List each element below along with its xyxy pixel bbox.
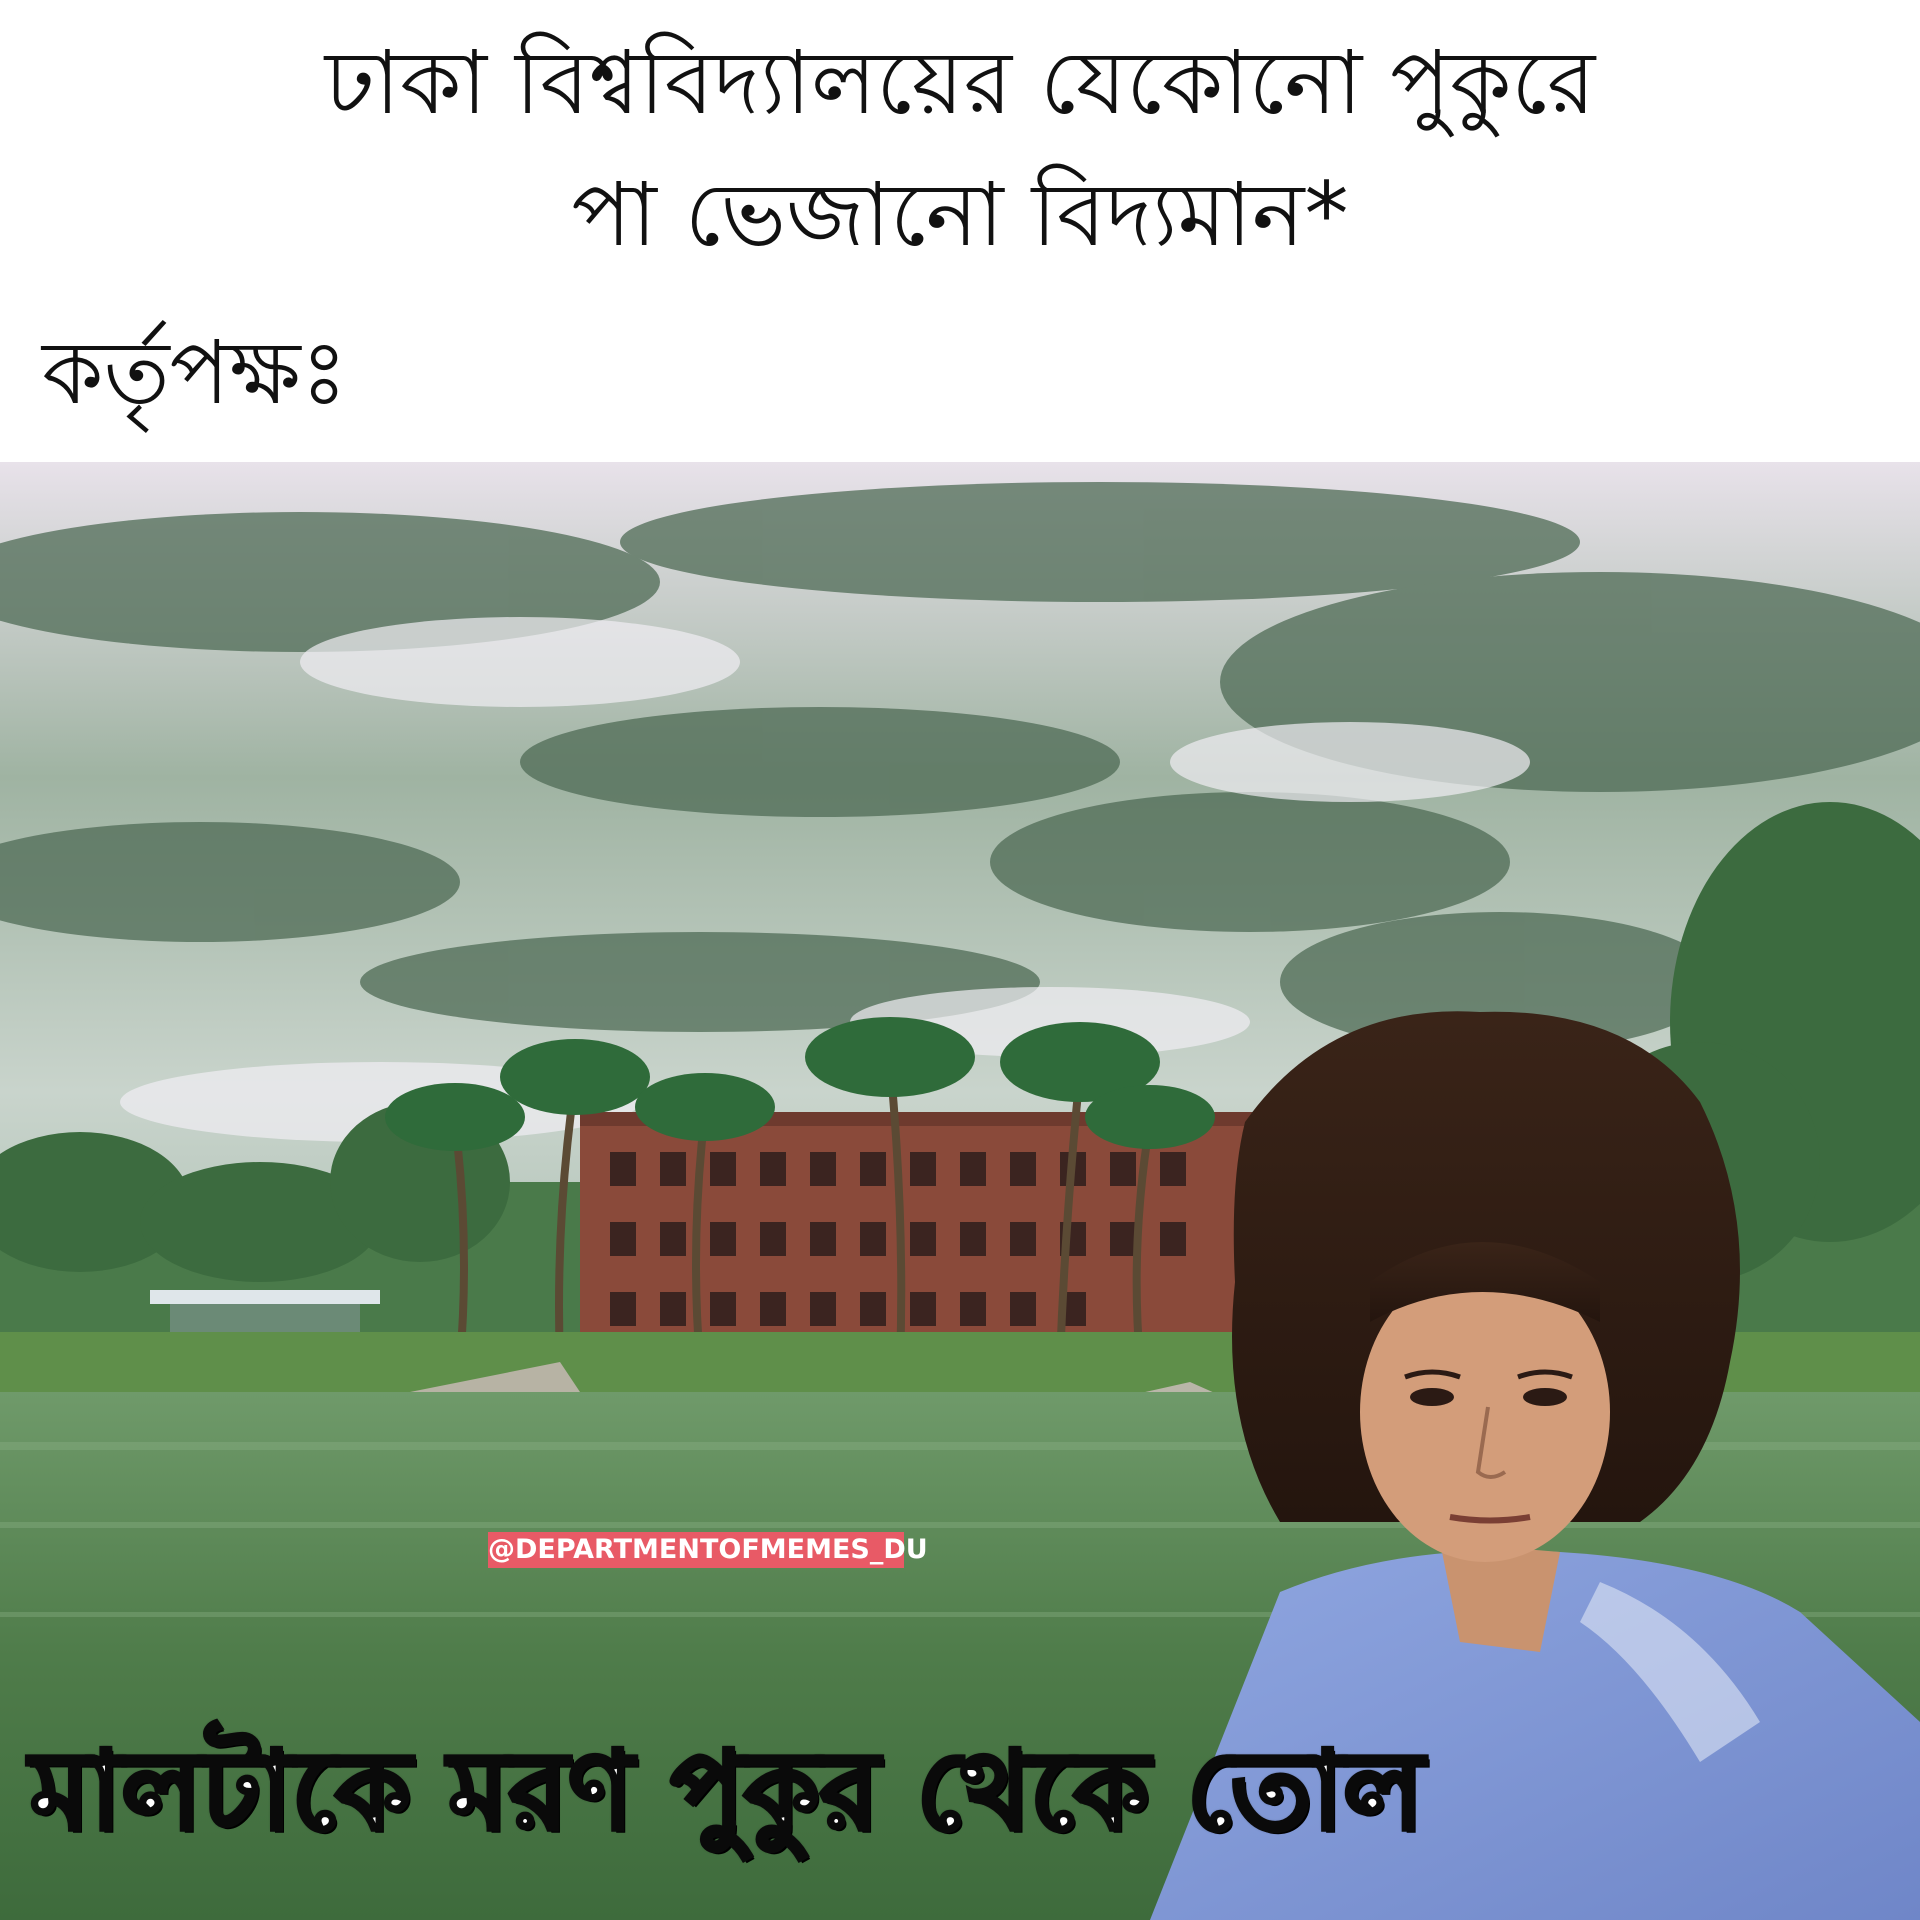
caption-line-1: ঢাকা বিশ্ববিদ্যালয়ের যেকোনো পুকুরে xyxy=(324,31,1596,134)
right-eye xyxy=(1523,1388,1567,1406)
watermark: @DEPARTMENTOFMEMES_DU xyxy=(488,1532,904,1568)
caption-panel xyxy=(0,0,1920,462)
punchline-text: মালটাকে মরণ পুকুর থেকে তোল xyxy=(30,1729,1424,1854)
meme-photo xyxy=(0,462,1920,1920)
pavilion-body xyxy=(170,1304,360,1334)
pavilion-roof xyxy=(150,1290,380,1304)
lake-scene-illustration xyxy=(0,462,1920,1920)
left-eye xyxy=(1410,1388,1454,1406)
speaker-label: কর্তৃপক্ষঃ xyxy=(42,321,348,424)
mouth xyxy=(1450,1517,1530,1521)
caption-line-2: পা ভেজানো বিদ্যমান* xyxy=(571,163,1349,266)
